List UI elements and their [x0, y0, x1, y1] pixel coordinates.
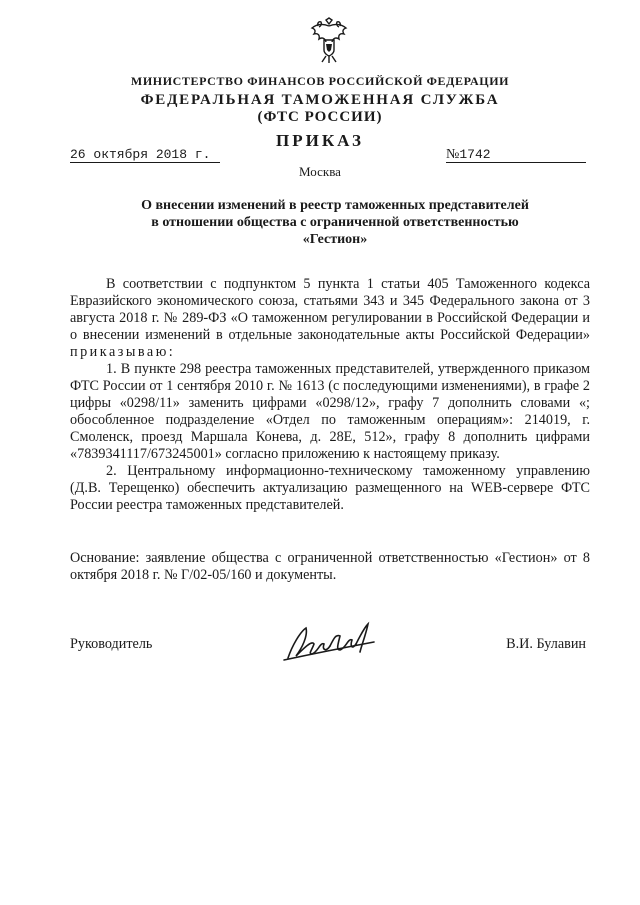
- order-date: 26 октября 2018 г.: [70, 147, 220, 163]
- number-sign: №: [446, 147, 460, 162]
- order-body: [70, 276, 590, 514]
- document-type: ПРИКАЗ: [276, 131, 364, 150]
- service-abbreviation: (ФТС РОССИИ): [257, 109, 383, 125]
- preamble-text: В соответствии с подпунктом 5 пункта 1 статьи 405 Таможенного кодекса Евразийского экономического союза, статьями 343 и 345 Федерального закона от 3 августа 2018 г. № 289-ФЗ «О таможенном регулировании в Российской Федерации и о внесении изменений в отдельные законодательные акты Российской Федерации»: [70, 276, 590, 343]
- number-value: 1742: [459, 147, 491, 162]
- basis-text: Основание: заявление общества с ограниченной ответственностью «Гестион» от 8 октября 2018 г. № Г/02-05/160 и документы.: [70, 550, 590, 583]
- signatory-position: Руководитель: [70, 636, 153, 652]
- signatory-name: В.И. Булавин: [506, 636, 586, 652]
- order-subject: [80, 197, 590, 248]
- subject-line-1: О внесении изменений в реестр таможенных представителей: [141, 198, 529, 213]
- city: Москва: [299, 164, 341, 179]
- service-name: ФЕДЕРАЛЬНАЯ ТАМОЖЕННАЯ СЛУЖБА: [140, 92, 500, 108]
- subject-line-2: в отношении общества с ограниченной ответственностью: [151, 215, 519, 230]
- order-word: приказываю:: [70, 344, 176, 360]
- order-item-1: 1. В пункте 298 реестра таможенных представителей, утвержденного приказом ФТС России от 1 сентября 2010 г. № 1613 (с последующими изменениями), в графе 2 цифры «0298/11» заменить цифрами «0298/12», графу 7 дополнить словами «; обособленное подразделение «Отдел по таможенным операциям»: 214019, г. Смоленск, проезд Маршала Конева, д. 28Е, 512», графу 8 дополнить цифрами «7839341117/673245001» согласно приложению к настоящему приказу.: [70, 361, 590, 462]
- order-item-2: 2. Центральному информационно-техническому таможенному управлению (Д.В. Терещенко) обеспечить актуализацию размещенного на WEB-сервере ФТС России реестра таможенных представителей.: [70, 463, 590, 513]
- double-headed-eagle-emblem-icon: [304, 16, 354, 66]
- handwritten-signature-icon: [282, 618, 382, 666]
- ministry-name: МИНИСТЕРСТВО ФИНАНСОВ РОССИЙСКОЙ ФЕДЕРАЦИИ: [130, 74, 510, 88]
- subject-line-3: «Гестион»: [302, 232, 368, 247]
- order-number: [446, 147, 586, 163]
- basis-section: [70, 550, 590, 584]
- preamble-paragraph: [70, 276, 590, 361]
